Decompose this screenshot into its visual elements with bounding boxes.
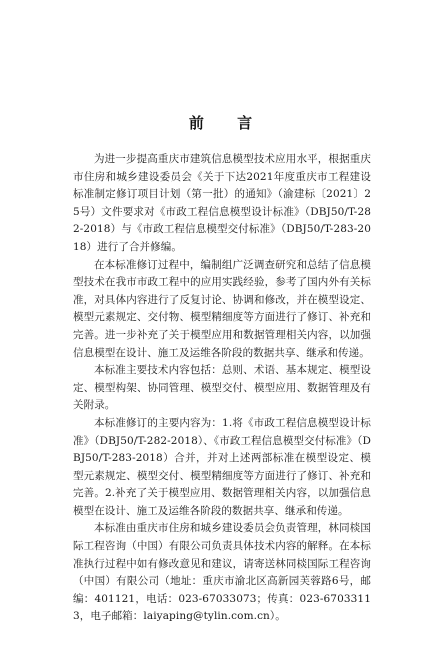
page-title: 前 言 — [188, 114, 267, 132]
paragraph-5: 本标准由重庆市住房和城乡建设委员会负责管理，林同棪国际工程咨询（中国）有限公司负责具体技术内容的解释。在本标准执行过程中如有修改意见和建议，请寄送林同棪国际工程咨询（中国）有限公司（地址：重庆市渝北区高新园芙蓉路6号，邮编：401121，电话：023-67033073；传真：023-67033113，电子邮箱：laiyaping@tylin.com.cn）。 — [73, 522, 371, 623]
paragraph-4: 本标准修订的主要内容为：1.将《市政工程信息模型设计标准》（DBJ50/T-282-2018）、《市政工程信息模型交付标准》（DBJ50/T-283-2018）合并，并对上述两部标准在模型设定、模型元素规定、模型交付、模型精细度等方面进行了修订、补充和完善。2.补充了关于模型应用、数据管理相关内容，以加强信息模型在设计、施工及运维各阶段的数据共享、继承和传递。 — [73, 416, 371, 517]
paragraph-2: 在本标准修订过程中，编制组广泛调查研究和总结了信息模型技术在我市市政工程中的应用实践经验，参考了国内外有关标准，对具体内容进行了反复讨论、协调和修改，并在模型设定、模型元素规定、交付物、模型精细度等方面进行了修订、补充和完善。进一步补充了关于模型应用和数据管理相关内容，以加强信息模型在设计、施工及运维各阶段的数据共享、继承和传递。 — [73, 258, 371, 359]
paragraph-3: 本标准主要技术内容包括：总则、术语、基本规定、模型设定、模型构架、协同管理、模型交付、模型应用、数据管理及有关附录。 — [73, 364, 371, 412]
body-text — [73, 151, 371, 626]
paragraph-1: 为进一步提高重庆市建筑信息模型技术应用水平，根据重庆市住房和城乡建设委员会《关于下达2021年度重庆市工程建设标准制定修订项目计划（第一批）的通知》（渝建标〔2021〕25号）文件要求对《市政工程信息模型设计标准》（DBJ50/T-282-2018）与《市政工程信息模型交付标准》（DBJ50/T-283-2018）进行了合并修编。 — [73, 153, 371, 253]
